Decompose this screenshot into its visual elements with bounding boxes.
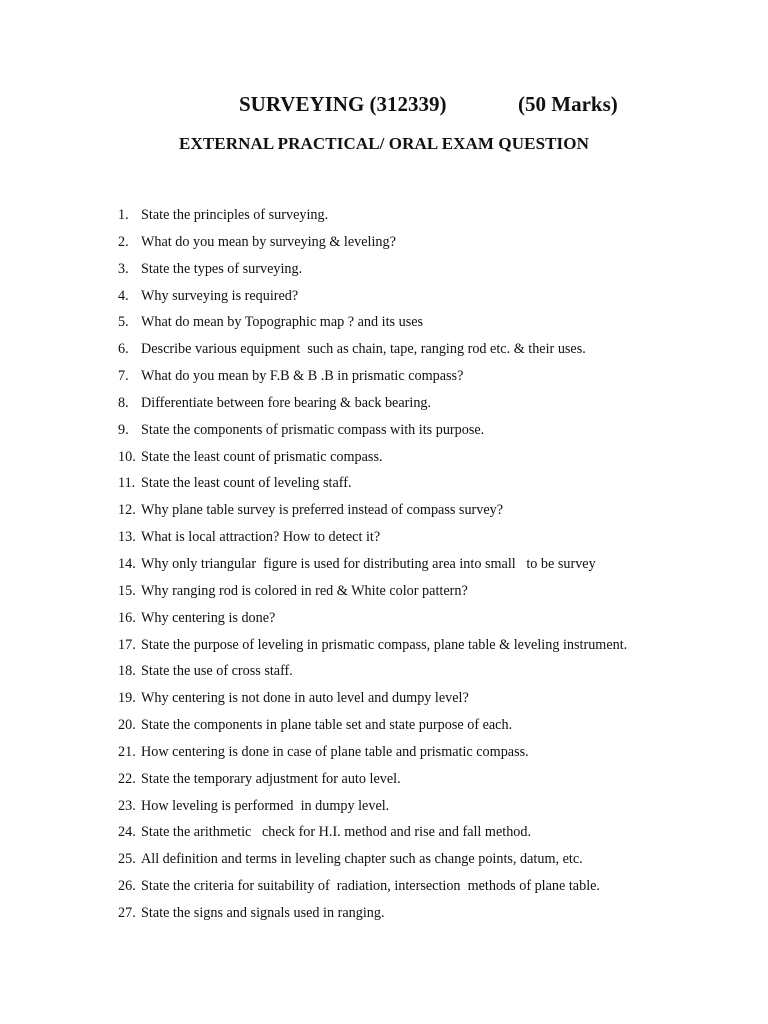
question-item — [118, 366, 738, 393]
question-number: 19. — [118, 690, 136, 707]
question-text: What do you mean by surveying & leveling? — [141, 233, 396, 250]
question-number: 11. — [118, 475, 136, 492]
question-item — [118, 447, 738, 474]
question-item — [118, 742, 738, 769]
question-list — [118, 205, 738, 930]
question-item — [118, 849, 738, 876]
question-item — [118, 420, 738, 447]
question-item — [118, 554, 738, 581]
question-text: What do mean by Topographic map ? and its uses — [141, 314, 424, 331]
question-number: 4. — [118, 287, 129, 304]
marks-label: (50 Marks) — [518, 92, 618, 116]
question-number: 25. — [118, 851, 136, 868]
question-item — [118, 205, 738, 232]
question-number: 14. — [118, 555, 136, 572]
question-item — [118, 769, 738, 796]
question-item — [118, 822, 738, 849]
question-number: 23. — [118, 797, 136, 814]
question-text: Differentiate between fore bearing & back bearing. — [141, 394, 432, 411]
question-text: State the use of cross staff. — [141, 663, 293, 680]
question-item — [118, 635, 738, 662]
question-item — [118, 339, 738, 366]
question-number: 26. — [118, 878, 136, 895]
question-text: Why surveying is required? — [141, 287, 299, 304]
question-number: 21. — [118, 743, 136, 760]
question-item — [118, 232, 738, 259]
question-item — [118, 312, 738, 339]
question-item — [118, 500, 738, 527]
question-number: 20. — [118, 717, 136, 734]
course-title: SURVEYING (312339) — [239, 92, 447, 116]
question-text: Why centering is not done in auto level and dumpy level? — [141, 690, 469, 707]
question-text: State the components of prismatic compass with its purpose. — [141, 421, 485, 438]
question-number: 18. — [118, 663, 136, 680]
question-number: 15. — [118, 582, 136, 599]
question-item — [118, 527, 738, 554]
question-number: 6. — [118, 341, 129, 358]
question-text: State the criteria for suitability of radiation, intersection methods of plane table. — [141, 878, 600, 895]
question-text: State the components in plane table set and state purpose of each. — [141, 717, 513, 734]
question-text: Why plane table survey is preferred instead of compass survey? — [141, 502, 504, 519]
question-number: 8. — [118, 394, 129, 411]
question-text: State the least count of prismatic compass. — [141, 448, 383, 465]
question-item — [118, 903, 738, 930]
question-number: 12. — [118, 502, 136, 519]
question-item — [118, 688, 738, 715]
question-text: Why centering is done? — [141, 609, 276, 626]
question-text: What is local attraction? How to detect it? — [141, 529, 381, 546]
question-item — [118, 876, 738, 903]
question-text: State the arithmetic check for H.I. method and rise and fall method. — [141, 824, 532, 841]
question-text: How leveling is performed in dumpy level. — [141, 797, 390, 814]
question-text: Describe various equipment such as chain, tape, ranging rod etc. & their uses. — [141, 341, 586, 358]
question-text: All definition and terms in leveling chapter such as change points, datum, etc. — [141, 851, 583, 868]
question-item — [118, 259, 738, 286]
question-text: State the types of surveying. — [141, 260, 303, 277]
question-text: State the signs and signals used in ranging. — [141, 904, 385, 921]
question-text: State the purpose of leveling in prismatic compass, plane table & leveling instrument. — [141, 636, 628, 653]
question-text: State the least count of leveling staff. — [141, 475, 352, 492]
exam-subtitle-text: EXTERNAL PRACTICAL/ ORAL EXAM QUESTION — [179, 134, 589, 153]
question-number: 17. — [118, 636, 136, 653]
question-item — [118, 608, 738, 635]
title-row — [0, 92, 768, 120]
question-item — [118, 581, 738, 608]
question-number: 22. — [118, 770, 136, 787]
question-item — [118, 796, 738, 823]
question-item — [118, 393, 738, 420]
question-number: 9. — [118, 421, 129, 438]
question-item — [118, 473, 738, 500]
question-item — [118, 661, 738, 688]
question-number: 24. — [118, 824, 136, 841]
question-item — [118, 286, 738, 313]
exam-subtitle — [0, 134, 768, 154]
question-number: 27. — [118, 904, 136, 921]
question-number: 10. — [118, 448, 136, 465]
question-number: 7. — [118, 368, 129, 385]
question-text: State the principles of surveying. — [141, 207, 329, 223]
question-number: 1. — [118, 207, 129, 223]
question-number: 2. — [118, 233, 129, 250]
question-item — [118, 715, 738, 742]
question-number: 16. — [118, 609, 136, 626]
question-text: How centering is done in case of plane table and prismatic compass. — [141, 743, 529, 760]
question-text: What do you mean by F.B & B .B in prismatic compass? — [141, 368, 464, 385]
question-number: 13. — [118, 529, 136, 546]
question-text: Why only triangular figure is used for distributing area into small to be survey — [141, 555, 596, 572]
question-text: Why ranging rod is colored in red & White color pattern? — [141, 582, 468, 599]
question-number: 3. — [118, 260, 129, 277]
question-text: State the temporary adjustment for auto level. — [141, 770, 401, 787]
question-number: 5. — [118, 314, 129, 331]
